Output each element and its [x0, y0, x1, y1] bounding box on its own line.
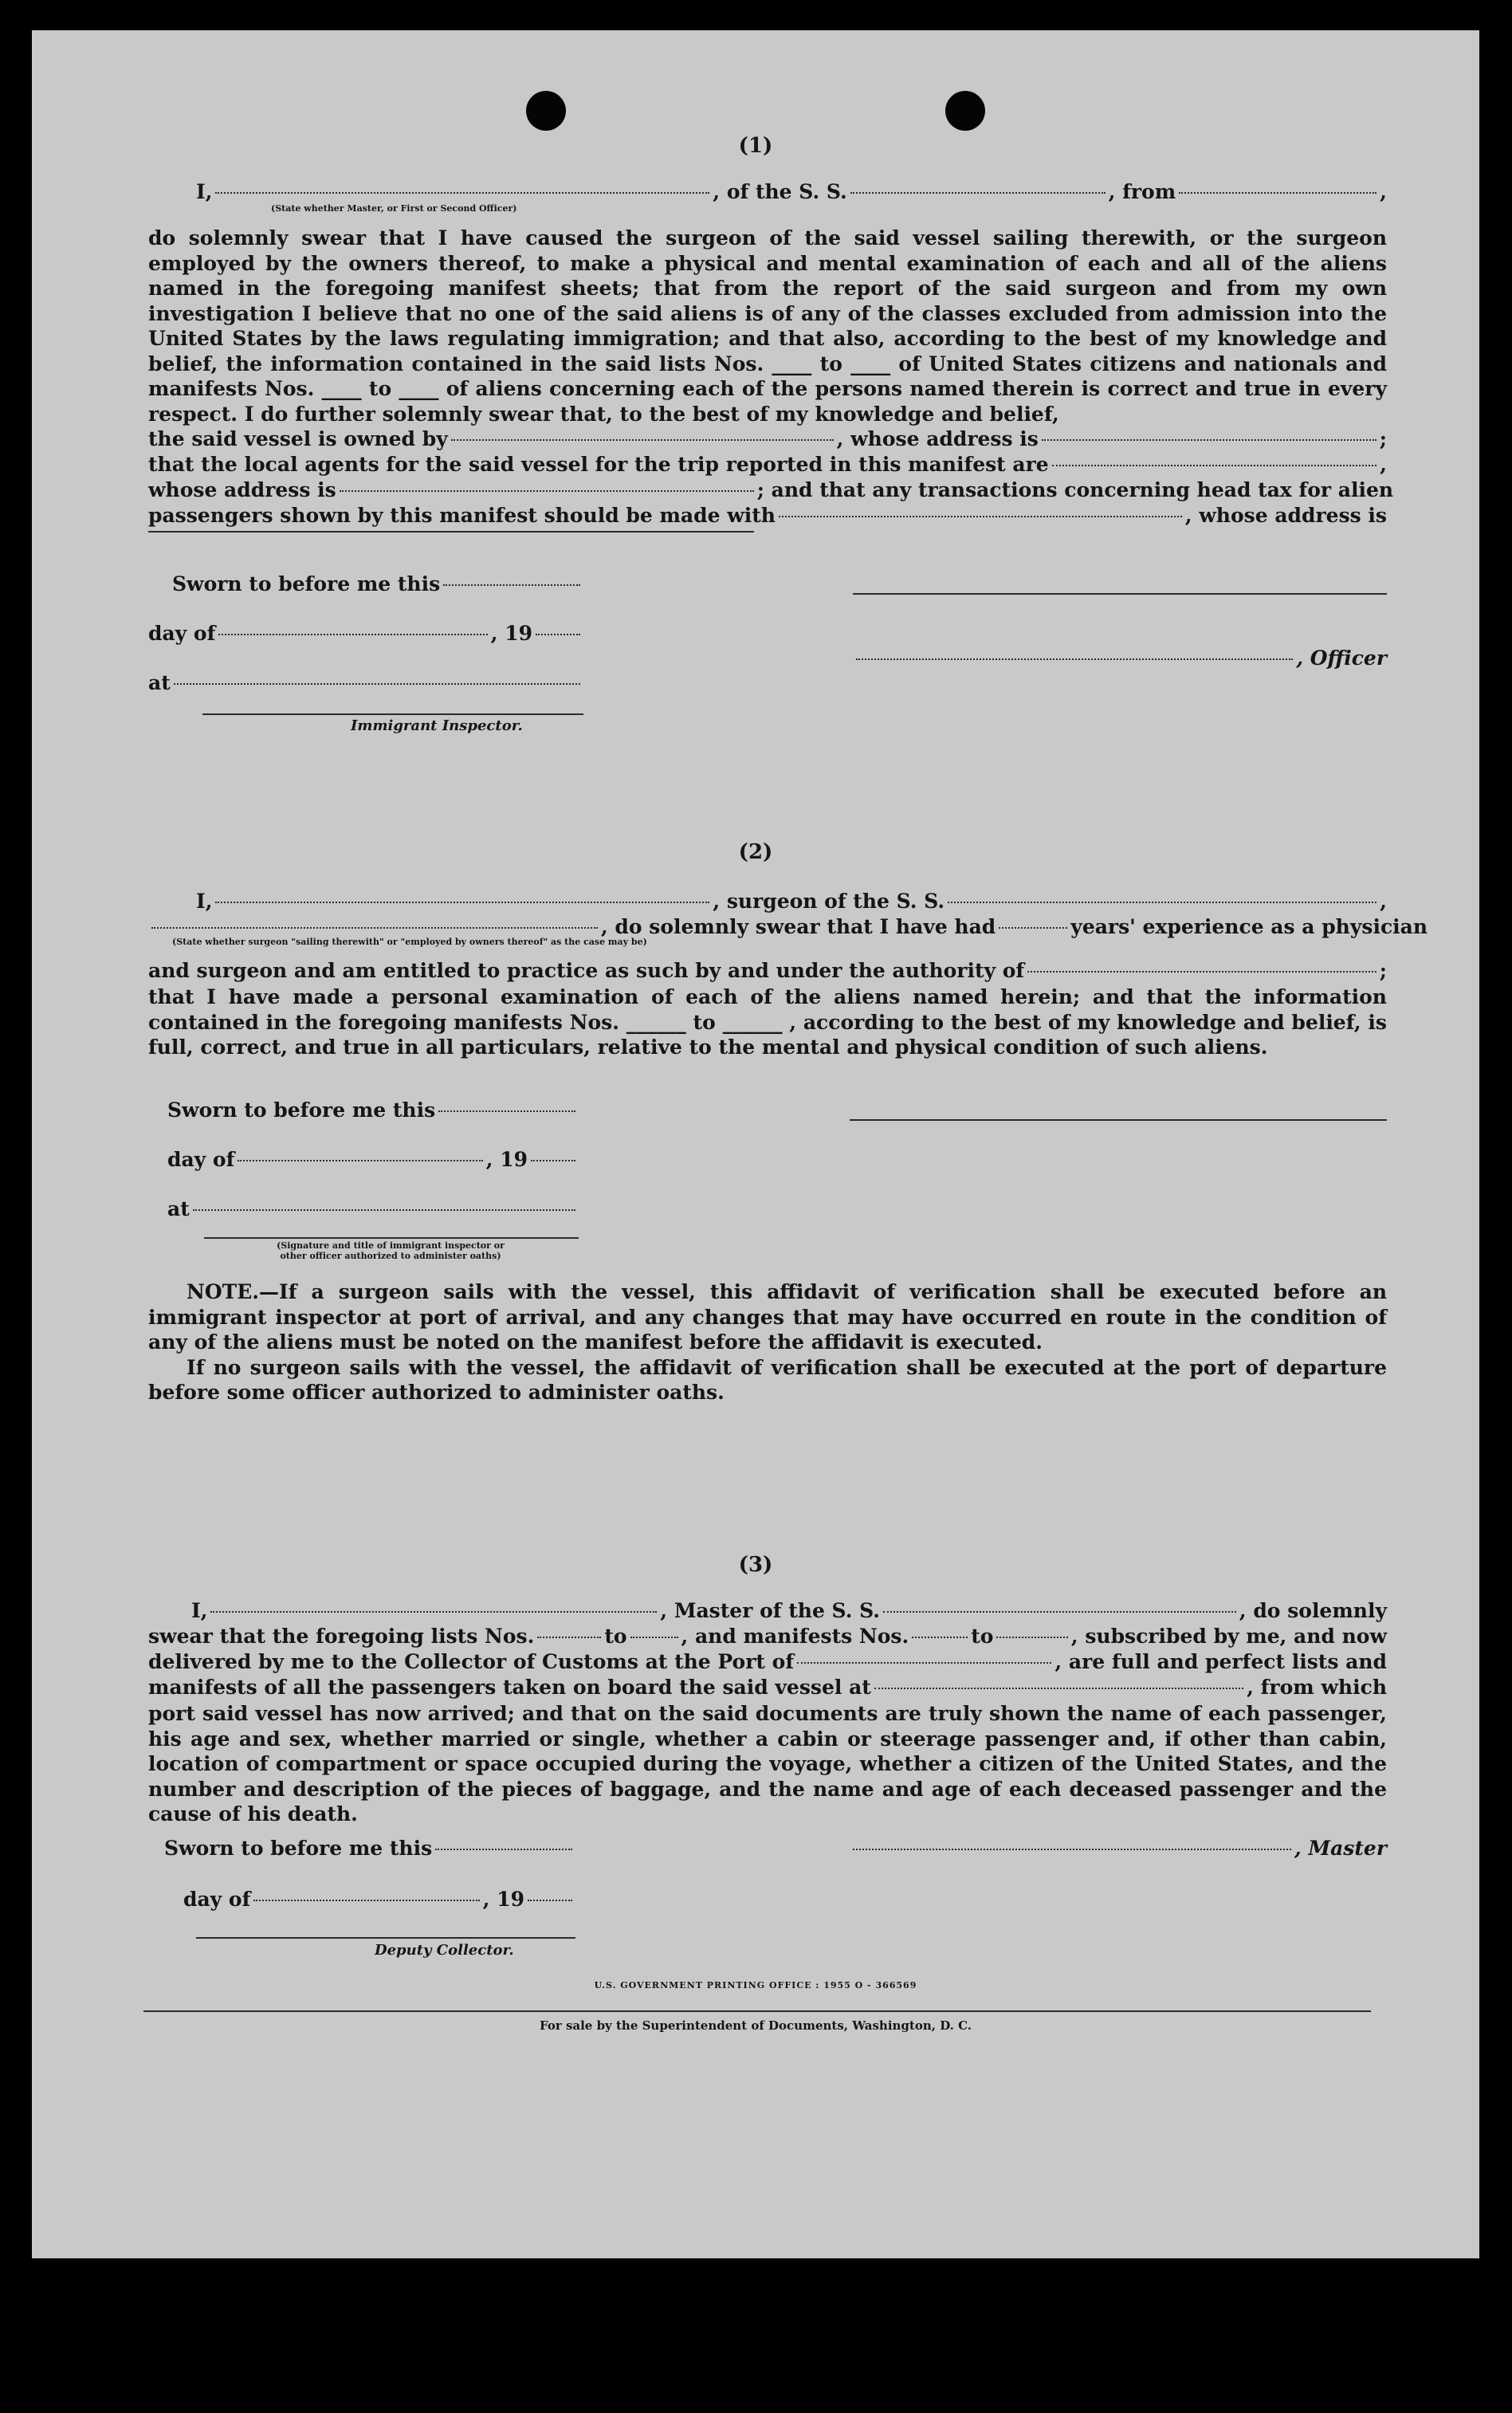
agents-address-line: whose address is ; and that any transactions concerning head tax for alien — [148, 478, 1394, 501]
s1-day-line: day of , 19 — [148, 622, 583, 645]
head-tax-contact-field[interactable] — [779, 516, 1182, 517]
note-block — [148, 1279, 1387, 1405]
s1-year-field[interactable] — [536, 634, 580, 635]
form-page — [32, 30, 1479, 2258]
authority-line: and surgeon and am entitled to practice as such by and under the authority of ; — [148, 959, 1387, 982]
punch-hole-left — [526, 91, 566, 131]
vessel-name-field[interactable] — [850, 192, 1106, 194]
s1-inspector-signature[interactable] — [202, 713, 583, 715]
section-2-paragraph: that I have made a personal examination of each of the aliens named herein; and that the information contained in the foregoing manifests Nos. ______ to ______ , according to the best of my knowledge and belief, is full, correct, and true in all particulars, relative to the mental and physical condition of such aliens. — [148, 985, 1387, 1059]
s1-officer-line: , Officer — [853, 646, 1387, 670]
s2-vessel-field[interactable] — [948, 902, 1377, 903]
s2-year-field[interactable] — [531, 1160, 575, 1161]
s3-year-field[interactable] — [528, 1900, 572, 1901]
manifests-from-field[interactable] — [912, 1637, 968, 1638]
departure-port-field[interactable] — [1179, 192, 1377, 194]
contact-address-field[interactable] — [148, 531, 754, 533]
years-experience-field[interactable] — [999, 927, 1067, 929]
owned-by-line: the said vessel is owned by , whose address is ; — [148, 427, 1387, 450]
s1-sworn-line: Sworn to before me this — [172, 572, 583, 595]
s2-sworn-line: Sworn to before me this — [167, 1098, 579, 1122]
agents-address-field[interactable] — [340, 490, 754, 492]
master-name-field[interactable] — [210, 1611, 657, 1613]
s2-day-month-field[interactable] — [238, 1160, 482, 1161]
s3-day-line: day of , 19 — [183, 1888, 575, 1911]
s3-vessel-field[interactable] — [883, 1611, 1236, 1613]
passengers-line: passengers shown by this manifest should be made with , whose address is — [148, 504, 1387, 527]
s2-inspector-signature[interactable] — [204, 1237, 579, 1239]
manifests-to-field[interactable] — [996, 1637, 1067, 1638]
section-3-number: (3) — [738, 1553, 773, 1577]
s2-sworn-date-field[interactable] — [438, 1110, 575, 1112]
s3-sworn-line: Sworn to before me this — [164, 1837, 575, 1860]
lists-from-field[interactable] — [537, 1637, 601, 1638]
section-2-line-1: I, , surgeon of the S. S. , — [196, 890, 1387, 913]
sale-notice: For sale by the Superintendent of Documents, Washington, D. C. — [539, 2018, 972, 2033]
section-2-number: (2) — [738, 840, 773, 864]
s3-master-line: , Master — [850, 1837, 1387, 1860]
section-3-line-1: I, , Master of the S. S. , do solemnly — [191, 1599, 1387, 1622]
section-3-line-4: manifests of all the passengers taken on board the said vessel at , from which — [148, 1676, 1387, 1699]
surgeon-type-field[interactable] — [151, 927, 598, 929]
s1-inspector-caption: Immigrant Inspector. — [351, 717, 523, 734]
s2-signature-line[interactable] — [850, 1119, 1387, 1121]
section-1-line-1: I, , of the S. S. , from , — [196, 180, 1387, 203]
s1-signature-line[interactable] — [853, 593, 1387, 595]
section-3-line-2: swear that the foregoing lists Nos. to , and manifests Nos. to , subscribed by me, and now — [148, 1625, 1387, 1648]
s3-sworn-date-field[interactable] — [435, 1849, 572, 1850]
note-label: NOTE. — [187, 1280, 259, 1303]
s2-signature-caption: (Signature and title of immigrant inspector or other officer authorized to administer oaths) — [277, 1240, 505, 1261]
section-2-line-2: , do solemnly swear that I have had years' experience as a physician — [148, 915, 1387, 938]
note-text-1: —If a surgeon sails with the vessel, this affidavit of verification shall be executed before an immigrant inspector at port of arrival, and any changes that may have occurred en route in the condition of any of the aliens must be noted on the manifest before the affidavit is executed. — [148, 1280, 1387, 1354]
s2-at-line: at — [167, 1197, 579, 1220]
section-2-caption: (State whether surgeon "sailing therewith" or "employed by owners thereof" as the case may be) — [172, 937, 647, 947]
s1-officer-field[interactable] — [856, 658, 1293, 660]
officer-rank-field[interactable] — [215, 192, 709, 194]
surgeon-name-field[interactable] — [215, 902, 709, 903]
authority-field[interactable] — [1027, 971, 1377, 973]
s3-collector-signature[interactable] — [196, 1937, 575, 1939]
s1-sworn-date-field[interactable] — [443, 584, 580, 586]
s3-collector-caption: Deputy Collector. — [375, 1942, 514, 1959]
section-1-paragraph: do solemnly swear that I have caused the surgeon of the said vessel sailing therewith, or the surgeon employed by the owners thereof, to make a physical and mental examination of each and all of the aliens named in the foregoing manifest sheets; that from the report of the said surgeon and from my own investigation I believe that no one of the said aliens is of any of the classes excluded from admission into the United States by the laws regulating immigration; and that also, according to the best of my knowledge and belief, the information contained in the said lists Nos. ____ to ____ of United States citizens and nationals and manifests Nos. ____ to ____ of aliens concerning each of the persons named therein is correct and true in every respect. I do further solemnly swear that, to the best of my knowledge and belief, — [148, 226, 1387, 426]
footer-rule — [143, 2010, 1371, 2012]
port-field[interactable] — [797, 1662, 1051, 1664]
section-3-line-3: delivered by me to the Collector of Customs at the Port of , are full and perfect lists and — [148, 1650, 1387, 1673]
owner-address-field[interactable] — [1042, 439, 1377, 441]
s2-day-line: day of , 19 — [167, 1148, 579, 1171]
s1-at-line: at — [148, 671, 583, 694]
section-1-number: (1) — [738, 134, 773, 158]
boarding-port-field[interactable] — [874, 1688, 1243, 1689]
note-text-2: If no surgeon sails with the vessel, the affidavit of verification shall be executed at the port of departure before some officer authorized to administer oaths. — [148, 1355, 1387, 1404]
s3-day-month-field[interactable] — [253, 1900, 479, 1901]
agents-line: that the local agents for the said vessel for the trip reported in this manifest are , — [148, 453, 1387, 476]
lists-to-field[interactable] — [630, 1637, 678, 1638]
agents-field[interactable] — [1052, 465, 1377, 466]
s3-master-signature-field[interactable] — [853, 1849, 1291, 1850]
s1-day-month-field[interactable] — [218, 634, 487, 635]
punch-hole-right — [945, 91, 985, 131]
s2-at-field[interactable] — [193, 1209, 575, 1211]
s1-at-field[interactable] — [174, 683, 580, 685]
owner-field[interactable] — [451, 439, 834, 441]
section-3-paragraph: port said vessel has now arrived; and that on the said documents are truly shown the name of each passenger, his age and sex, whether married or single, whether a cabin or steerage passenger and, if other than cabin, location of compartment or space occupied during the voyage, whether a citizen of the United States, and the number and description of the pieces of baggage, and the name and age of each deceased passenger and the cause of his death. — [148, 1702, 1387, 1825]
section-1-caption: (State whether Master, or First or Second Officer) — [271, 203, 517, 214]
gpo-imprint: U.S. GOVERNMENT PRINTING OFFICE : 1955 O - 366569 — [594, 1980, 917, 1991]
